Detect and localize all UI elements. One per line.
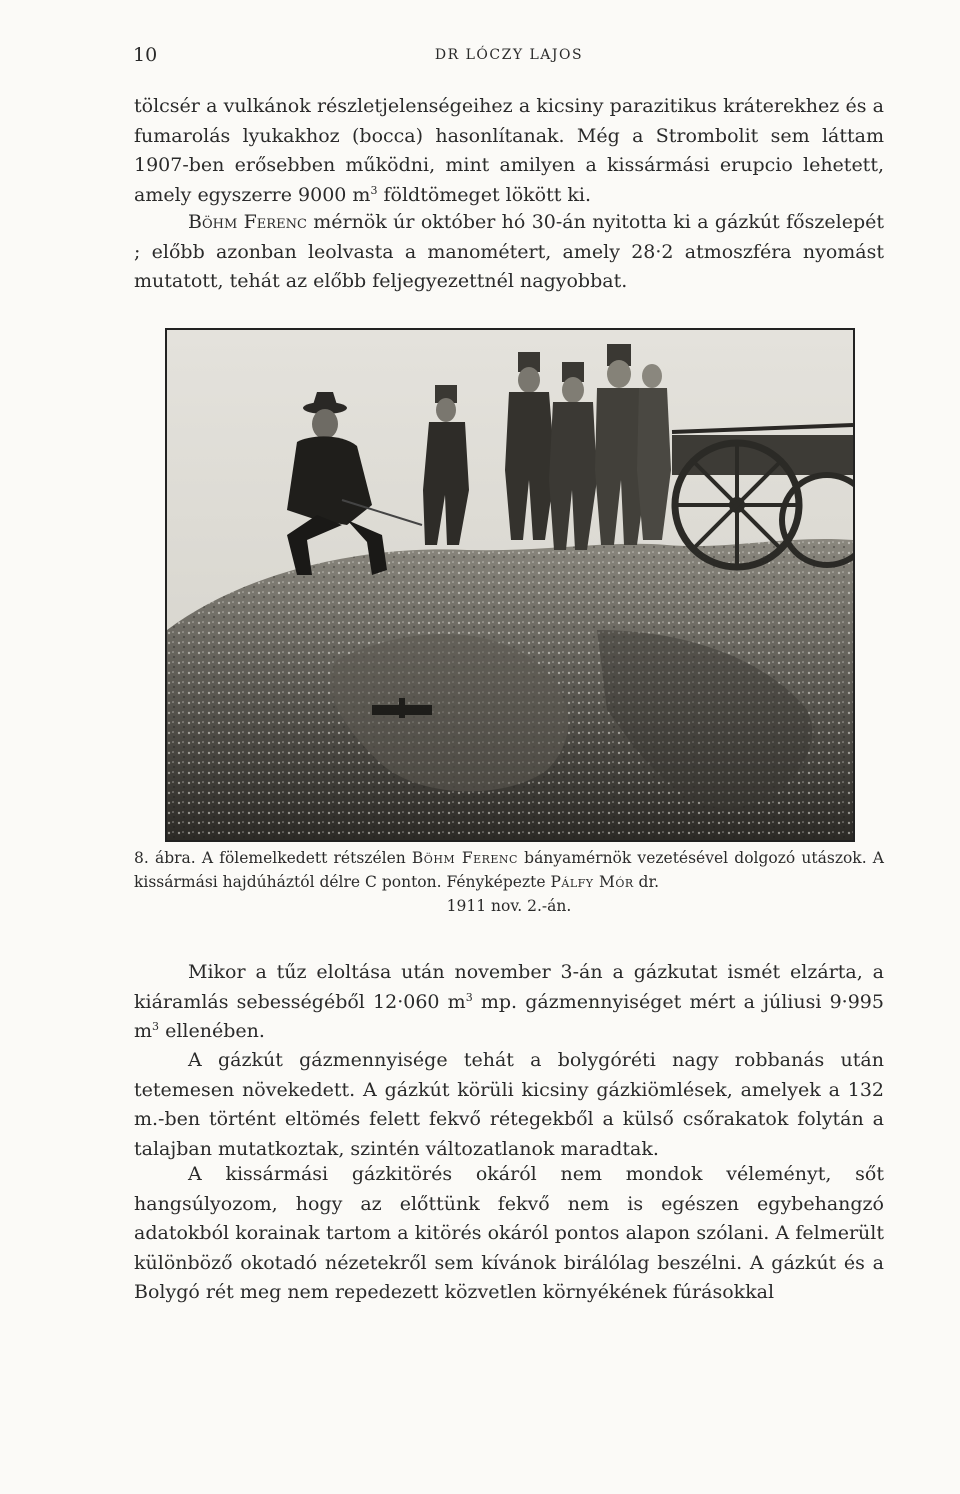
figure-label: 8. ábra. [134, 849, 196, 867]
caption-name-1: Böhm Ferenc [411, 849, 518, 867]
caption-date: 1911 nov. 2.-án. [446, 897, 572, 915]
figure-caption [134, 846, 884, 918]
caption-text-3: ponton. Fényképezte [376, 873, 551, 891]
mound [167, 539, 853, 840]
superscript: 3 [152, 1020, 160, 1033]
superscript: 3 [465, 990, 473, 1004]
paragraph-2 [134, 208, 884, 297]
paragraph-1-text: tölcsér a vulkánok részletjelenségeihez a kicsiny parazitikus kráterekhez és a fumarolás lyukakhoz (bocca) hasonlítanak. Még a Strombolit sem láttam 1907-ben erősebben működni, mint amilyen a kissármási erupcio lehetett, amely egyszerre 9000 m [134, 95, 884, 206]
paragraph-3-text-2: mp. gázmennyiséget mért a júliusi 9·995 m [134, 990, 884, 1042]
paragraph-4: A gázkút gázmennyisége tehát a bolygóréti nagy robbanás után tetemesen növekedett. A gázkút körüli kicsiny gázkiömlések, amelyek a 132 m.-ben történt eltömés felett fekvő rétegekből a külső csőrakatok folytán a talajban mutatkoztak, szintén változatlanok maradtak. [134, 1049, 884, 1160]
paragraph-5: A kissármási gázkitörés okáról nem mondok véleményt, sőt hangsúlyozom, hogy az előttünk fekvő nem is egészen egybehangzó adatokból korainak tartom a kitörés okáról pontos alapon szólani. A felmerült különböző okotadó nézetekről sem kívánok birálólag beszélni. A gázkút és a Bolygó rét meg nem repedezett közvetlen környékének fúrásokkal [134, 1163, 884, 1303]
page-header [133, 44, 885, 68]
caption-text-4: dr. [633, 873, 660, 891]
page-number: 10 [133, 44, 158, 66]
caption-name-2: Pálfy Mór [550, 873, 634, 891]
paragraph-2-text: mérnök úr október hó 30-án nyitotta ki a gázkút főszelepét ; előbb azonban leolvasta a manométert, amely 28·2 atmoszféra nyomást mutatott, tehát az előbb feljegyezettnél nagyobbat. [134, 211, 884, 292]
paragraph-3-text-3: ellenében. [159, 1020, 265, 1042]
caption-text-2: bányamérnök vezetésével dolgozó utászok. A kissármási hajdúháztól délre [134, 849, 884, 891]
paragraph-3 [134, 958, 884, 1047]
paragraph-1 [134, 92, 884, 210]
person-name: Böhm Ferenc [188, 211, 307, 233]
paragraph-3-text-1: Mikor a tűz eloltása után november 3-án a gázkutat ismét elzárta, a kiáramlás sebességéből 12·060 m [134, 961, 884, 1013]
figure-photograph [165, 328, 855, 842]
superscript: 3 [370, 183, 378, 197]
paragraph-1-text-end: földtömeget lökött ki. [377, 183, 592, 206]
running-head: DR LÓCZY LAJOS [434, 47, 584, 63]
photograph-illustration [167, 330, 853, 840]
caption-point: C [365, 873, 377, 891]
caption-text-1: A fölemelkedett rétszélen [195, 849, 412, 867]
